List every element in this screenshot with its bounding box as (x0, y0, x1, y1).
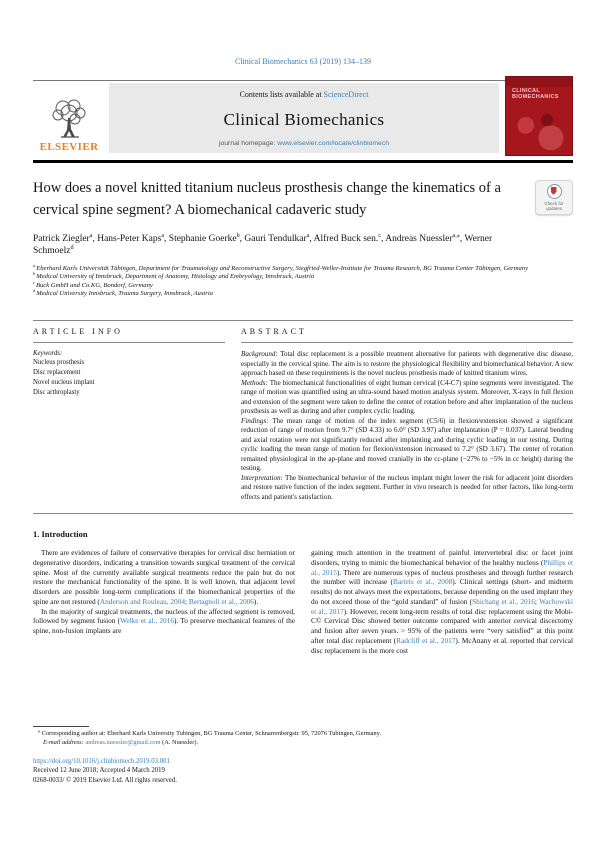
intro-right-column (311, 548, 573, 655)
journal-header-band (33, 80, 573, 156)
affiliation-line: $^b$ Medical University of Innsbruck, Department of Anatomy, Histology and Embryology, Innsbruck, Austria (33, 271, 315, 281)
affiliations-block (33, 262, 573, 298)
section-divider-rule (33, 320, 573, 321)
received-accepted-line: Received 12 June 2018; Accepted 4 March 2019 (33, 767, 165, 775)
inline-link[interactable]: Phillips et al., 2015 (311, 557, 573, 577)
imprint-block (33, 757, 573, 786)
inline-link[interactable]: Wachowski et al., 2017 (311, 596, 573, 616)
authors-line: Patrick Ziegler$^a$, Hans-Peter Kaps$^a$, Stephanie Goerke$^b$, Gauri Tendulkar$^a$, Alfred Buck sen.$^c$, Andreas Nuessler$^{a,⁎}$, Werner Schmoelz$^d$ (33, 232, 493, 257)
corresponding-author-note: ⁎ Corresponding author at: Eberhard Karls University Tubingen, BG Trauma Center, Schnarrenbergstr. 95, 72076 Tubingen, Germany. (38, 727, 381, 737)
keywords-label: Keywords: (33, 350, 63, 358)
introduction-body (33, 548, 573, 655)
contents-prefix: Contents lists available at (239, 90, 324, 99)
journal-citation-header (0, 0, 606, 66)
affiliation-line: $^c$ Buck GmbH and Co.KG, Bondorf, Germany (33, 279, 153, 289)
keyword-item: Disc replacement (33, 368, 81, 376)
elsevier-logo[interactable] (33, 81, 105, 156)
info-abstract-section (33, 327, 573, 502)
check-updates-badge[interactable] (535, 180, 573, 215)
affiliation-line: $^d$ Medical University Innsbruck, Trauma Surgery, Innsbruck, Austria (33, 287, 213, 297)
article-info-column (33, 327, 225, 502)
abstract-bottom-rule (33, 513, 573, 514)
contents-line (113, 90, 495, 99)
copyright-line: 0268-0033/ © 2019 Elsevier Ltd. All rights reserved. (33, 776, 177, 784)
homepage-prefix: journal homepage: (218, 140, 278, 147)
abstract-heading-rule (241, 342, 573, 343)
inline-link[interactable]: Bartels et al., 2008 (392, 577, 453, 587)
intro-paragraph: gaining much attention in the treatment of painful intervertebral disc or facet joint disorders, trying to mimic the biomechanical behavior of the healthy nucleus (Phillips et al., 2015). There are numerous types of nucleus prostheses and through further research the number will increase (Bartels et al., 2008). Clinical settings (short- and midterm results) do not always meet the expectations, because depending on the used implant they do not exceed those of the “gold standard” of fusion (Shichang et al., 2016; Wachowski et al., 2017). However, recent long-term results of total disc replacement using the Mobi-C© Cervical Disc showed better outcome compared with anterior cervical discectomy and fusion after seven years. > 95% of the patients were “very satisfied” at this point after total disc replacement (Radcliff et al., 2017). McAnany et al. reported that cervical disc replacement is the more cost (311, 548, 573, 655)
page-footer (33, 726, 573, 785)
email-line: E-mail address: andreas.nuessler@gmail.com (A. Nuessler). (43, 738, 199, 746)
sciencedirect-link[interactable]: ScienceDirect (323, 90, 369, 99)
inline-link[interactable]: Anderson and Rouleau, 2004 (99, 596, 185, 606)
inline-link[interactable]: andreas.nuessler@gmail.com (85, 738, 161, 746)
abstract-paragraph-methods: Methods: The biomechanical functionalities of eight human cervical (C4-C7) spine segments were investigated. The range of motion was quantified using an ultra-sound based motion analysis system. Moreover, X-rays in full flexion and extension of the segment were taken to define the center of rotation before and after implantation of the nucleus prosthesis as well as during and after complex cyclic loading. (241, 378, 573, 416)
inline-link[interactable]: Shichang et al., 2016 (472, 596, 535, 606)
header-divider-rule (33, 160, 573, 163)
journal-cover-thumbnail[interactable] (505, 76, 573, 156)
affiliation-line: $^a$ Eberhard Karls Universität Tübingen, Department for Traumatology and Reconstructive Surgery, Siegfried-Weller-Institute for Trauma Research, BG Trauma Center Tübingen, Germany (33, 262, 529, 273)
inline-link[interactable]: Bertagnoli et al., 2006 (188, 596, 254, 606)
introduction-heading: 1. Introduction (33, 529, 88, 540)
keyword-item: Nucleus prosthesis (33, 359, 85, 367)
elsevier-tree-icon (47, 96, 91, 140)
elsevier-wordmark: ELSEVIER (39, 141, 99, 153)
journal-masthead (109, 83, 499, 153)
title-row (33, 178, 573, 222)
article-info-heading: ARTICLE INFO (33, 327, 123, 337)
crossmark-icon (547, 184, 562, 199)
abstract-column (241, 327, 573, 502)
abstract-paragraph-findings: Findings: The mean range of motion of the index segment (C5/6) in flexion/extension showed a significant reduction of range of motion from 9.7° (SD 4.33) to 6.0° (SD 3.97) after implantation (P = 0.037). Lateral bending and axial rotation were not significantly reduced after implanting and during cyclic loading in our testing. During cyclic loading the mean range of motion for flexion/extension increased to 7.2° (SD 3.67). The center of rotation remained physiological in the ap-plane and moved cranially in the cc-plane (−27% to −5% in cc height) during the testing. (241, 416, 573, 473)
abstract-paragraph-background: Background: Total disc replacement is a possible treatment alternative for patients with degenerative disc disease, especially in the cervical spine. The aim is to restore the physiological flexibility and biomechanical behavior. A new approach based on these requirements is the novel nucleus prosthesis made of knitted titanium wires. (241, 350, 573, 378)
journal-citation-link[interactable]: Clinical Biomechanics 63 (2019) 134–139 (235, 57, 371, 66)
intro-left-column (33, 548, 295, 655)
journal-title: Clinical Biomechanics (223, 109, 385, 129)
inline-link[interactable]: Welke et al., 2016 (120, 616, 174, 626)
doi-link[interactable]: https://doi.org/10.1016/j.clinbiomech.2019.03.001 (33, 757, 170, 765)
abstract-paragraph-interpretation: Interpretation: The biomechanical behavior of the nucleus implant might lower the risk for adjacent joint disorders and restore native function of the index segment. Further in vivo research is needed for other factors, like long-term effects and patient's satisfaction. (241, 473, 573, 501)
abstract-heading: ABSTRACT (241, 327, 307, 337)
journal-cover-title: CLINICAL BIOMECHANICS (512, 88, 559, 101)
intro-paragraph: In the majority of surgical treatments, the nucleus of the affected segment is removed, followed by segment fusion (Welke et al., 2016). To preserve mechanical features of the spine, non-fusion implants are (33, 606, 295, 636)
homepage-line (113, 140, 495, 147)
article-title: How does a novel knitted titanium nucleus prosthesis change the kinematics of a cervical spine segment? A biomechanical cadaveric study (33, 180, 501, 218)
check-updates-label: Check for updates (544, 200, 564, 211)
article-info-heading-rule (33, 342, 225, 343)
keyword-item: Novel nucleus implant (33, 378, 95, 386)
keyword-item: Disc arthroplasty (33, 388, 80, 396)
inline-link[interactable]: Radcliff et al., 2017 (396, 635, 456, 645)
footnote-rule (33, 726, 89, 727)
homepage-link[interactable]: www.elsevier.com/locate/clinbiomech (277, 140, 390, 147)
intro-paragraph: There are evidences of failure of conservative therapies for cervical disc herniation or degenerative disorders, indicating a transition towards surgical treatment of the cervical spine. Most of the currently available surgical treatments reduce the pain but do not restore the mechanical functionality of the spine. It is well known, that adjacent level disorders are possible long-term complications if the biomechanical properties of the spine are not restored (Anderson and Rouleau, 2004; Bertagnoli et al., 2006). (33, 548, 295, 606)
